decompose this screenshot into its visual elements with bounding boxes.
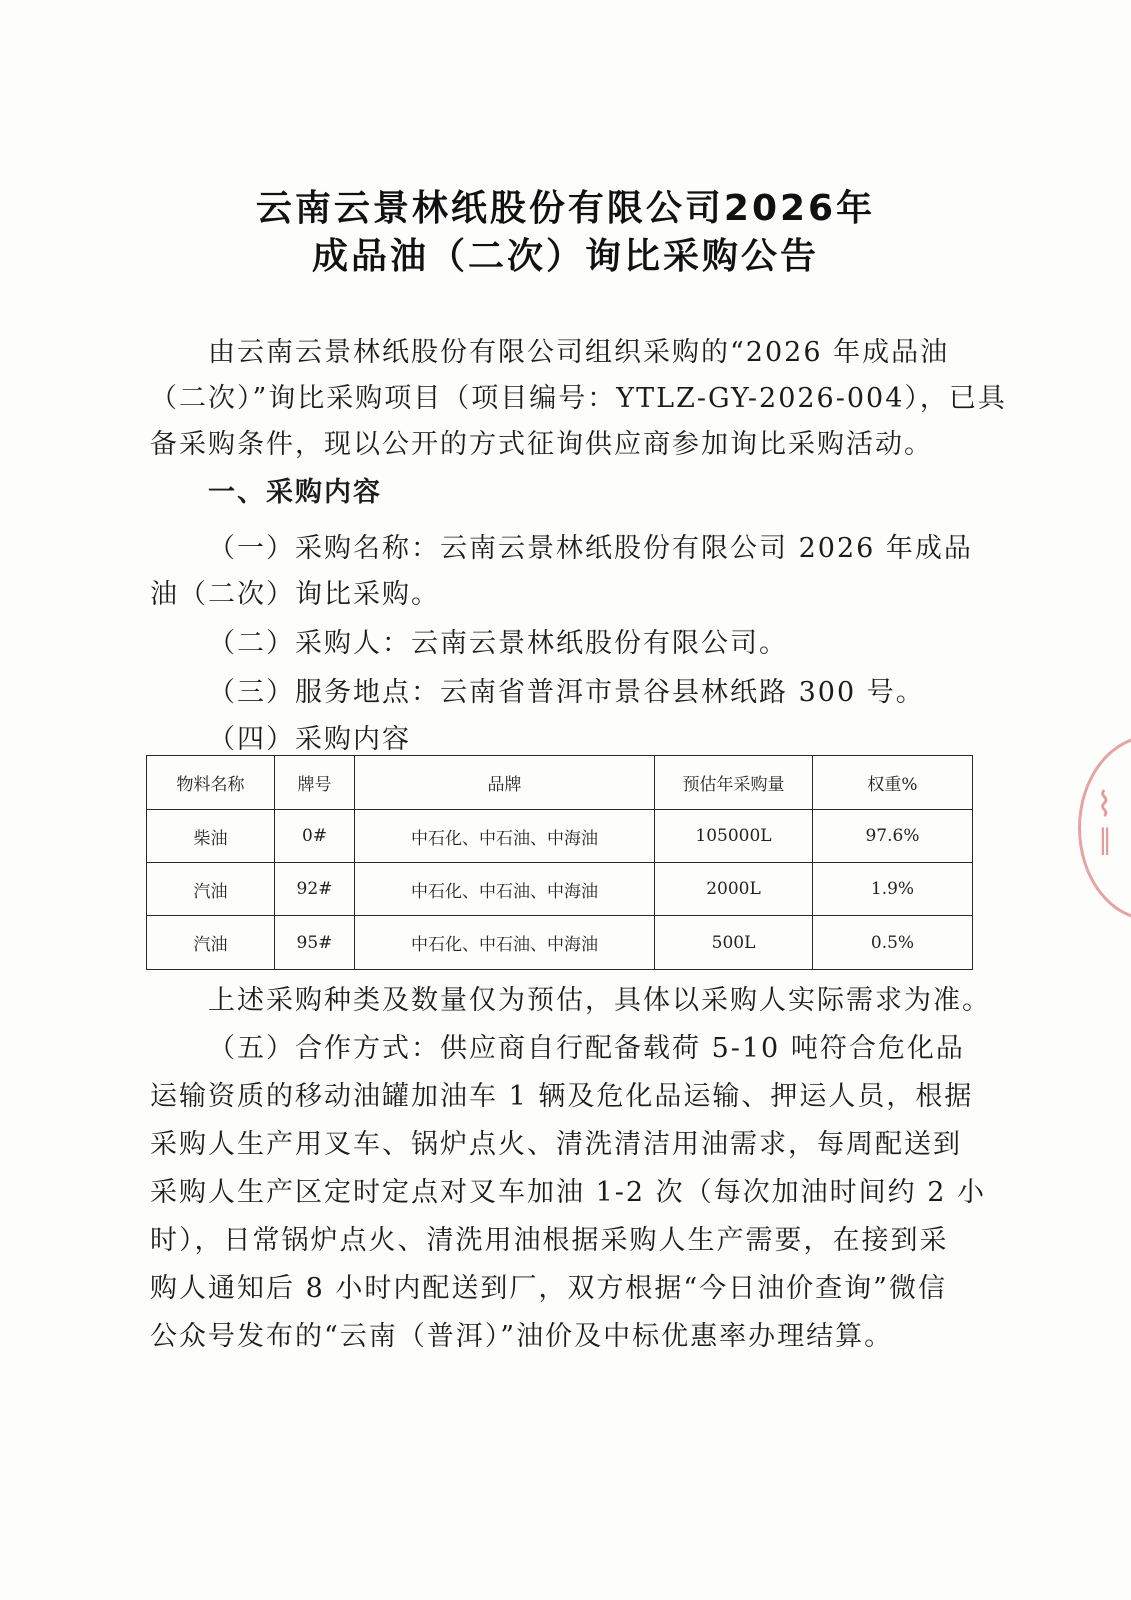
- table-header-cell: 牌号: [275, 756, 355, 810]
- table-cell: 105000L: [655, 810, 813, 863]
- item5-line-4: 采购人生产区定时定点对叉车加油 1-2 次（每次加油时间约 2 小: [150, 1177, 986, 1208]
- table-cell: 汽油: [147, 916, 275, 970]
- table-header-cell: 权重%: [813, 756, 973, 810]
- procurement-table: [146, 755, 973, 970]
- table-cell: 92#: [275, 863, 355, 916]
- seal-fragment-mark: ⌇: [1096, 785, 1113, 825]
- table-cell: 0#: [275, 810, 355, 863]
- table-row: [147, 810, 973, 863]
- document-title-line1: 云南云景林纸股份有限公司2026年: [255, 188, 876, 229]
- table-note: 上述采购种类及数量仅为预估，具体以采购人实际需求为准。: [208, 985, 991, 1016]
- item4-text: （四）采购内容: [208, 724, 411, 755]
- table-cell: 0.5%: [813, 916, 973, 970]
- table-cell: 97.6%: [813, 810, 973, 863]
- item5-line-1: （五）合作方式：供应商自行配备载荷 5-10 吨符合危化品: [208, 1033, 965, 1064]
- item2-text: （二）采购人：云南云景林纸股份有限公司。: [208, 628, 788, 659]
- table-header-cell: 预估年采购量: [655, 756, 813, 810]
- table-header-cell: 物料名称: [147, 756, 275, 810]
- table-header-row: [147, 756, 973, 810]
- item5-line-2: 运输资质的移动油罐加油车 1 辆及危化品运输、押运人员，根据: [150, 1081, 974, 1112]
- document-title-line2: 成品油（二次）询比采购公告: [311, 236, 819, 277]
- table-cell: 中石化、中石油、中海油: [355, 863, 655, 916]
- item1-line-2: 油（二次）询比采购。: [150, 579, 440, 610]
- table-row: [147, 863, 973, 916]
- table-cell: 中石化、中石油、中海油: [355, 916, 655, 970]
- table-cell: 中石化、中石油、中海油: [355, 810, 655, 863]
- table-row: [147, 916, 973, 970]
- intro-line-1: 由云南云景林纸股份有限公司组织采购的“2026 年成品油: [208, 337, 950, 368]
- item5-line-5: 时），日常锅炉点火、清洗用油根据采购人生产需要，在接到采: [150, 1225, 949, 1256]
- seal-fragment-mark: ∥: [1098, 823, 1112, 856]
- item5-line-7: 公众号发布的“云南（普洱）”油价及中标优惠率办理结算。: [150, 1321, 894, 1352]
- table-cell: 1.9%: [813, 863, 973, 916]
- table-header-cell: 品牌: [355, 756, 655, 810]
- item5-line-6: 购人通知后 8 小时内配送到厂，双方根据“今日油价查询”微信: [150, 1273, 947, 1304]
- item3-text: （三）服务地点：云南省普洱市景谷县林纸路 300 号。: [208, 677, 925, 708]
- table-cell: 95#: [275, 916, 355, 970]
- item5-line-3: 采购人生产用叉车、锅炉点火、清洗清洁用油需求，每周配送到: [150, 1129, 962, 1160]
- table-cell: 柴油: [147, 810, 275, 863]
- table-cell: 500L: [655, 916, 813, 970]
- intro-line-2: （二次）”询比采购项目（项目编号：YTLZ-GY-2026-004），已具: [150, 383, 1007, 414]
- intro-line-3: 备采购条件，现以公开的方式征询供应商参加询比采购活动。: [150, 429, 933, 460]
- section1-heading: 一、采购内容: [208, 477, 382, 508]
- table-cell: 2000L: [655, 863, 813, 916]
- item1-line-1: （一）采购名称：云南云景林纸股份有限公司 2026 年成品: [208, 533, 973, 564]
- table-cell: 汽油: [147, 863, 275, 916]
